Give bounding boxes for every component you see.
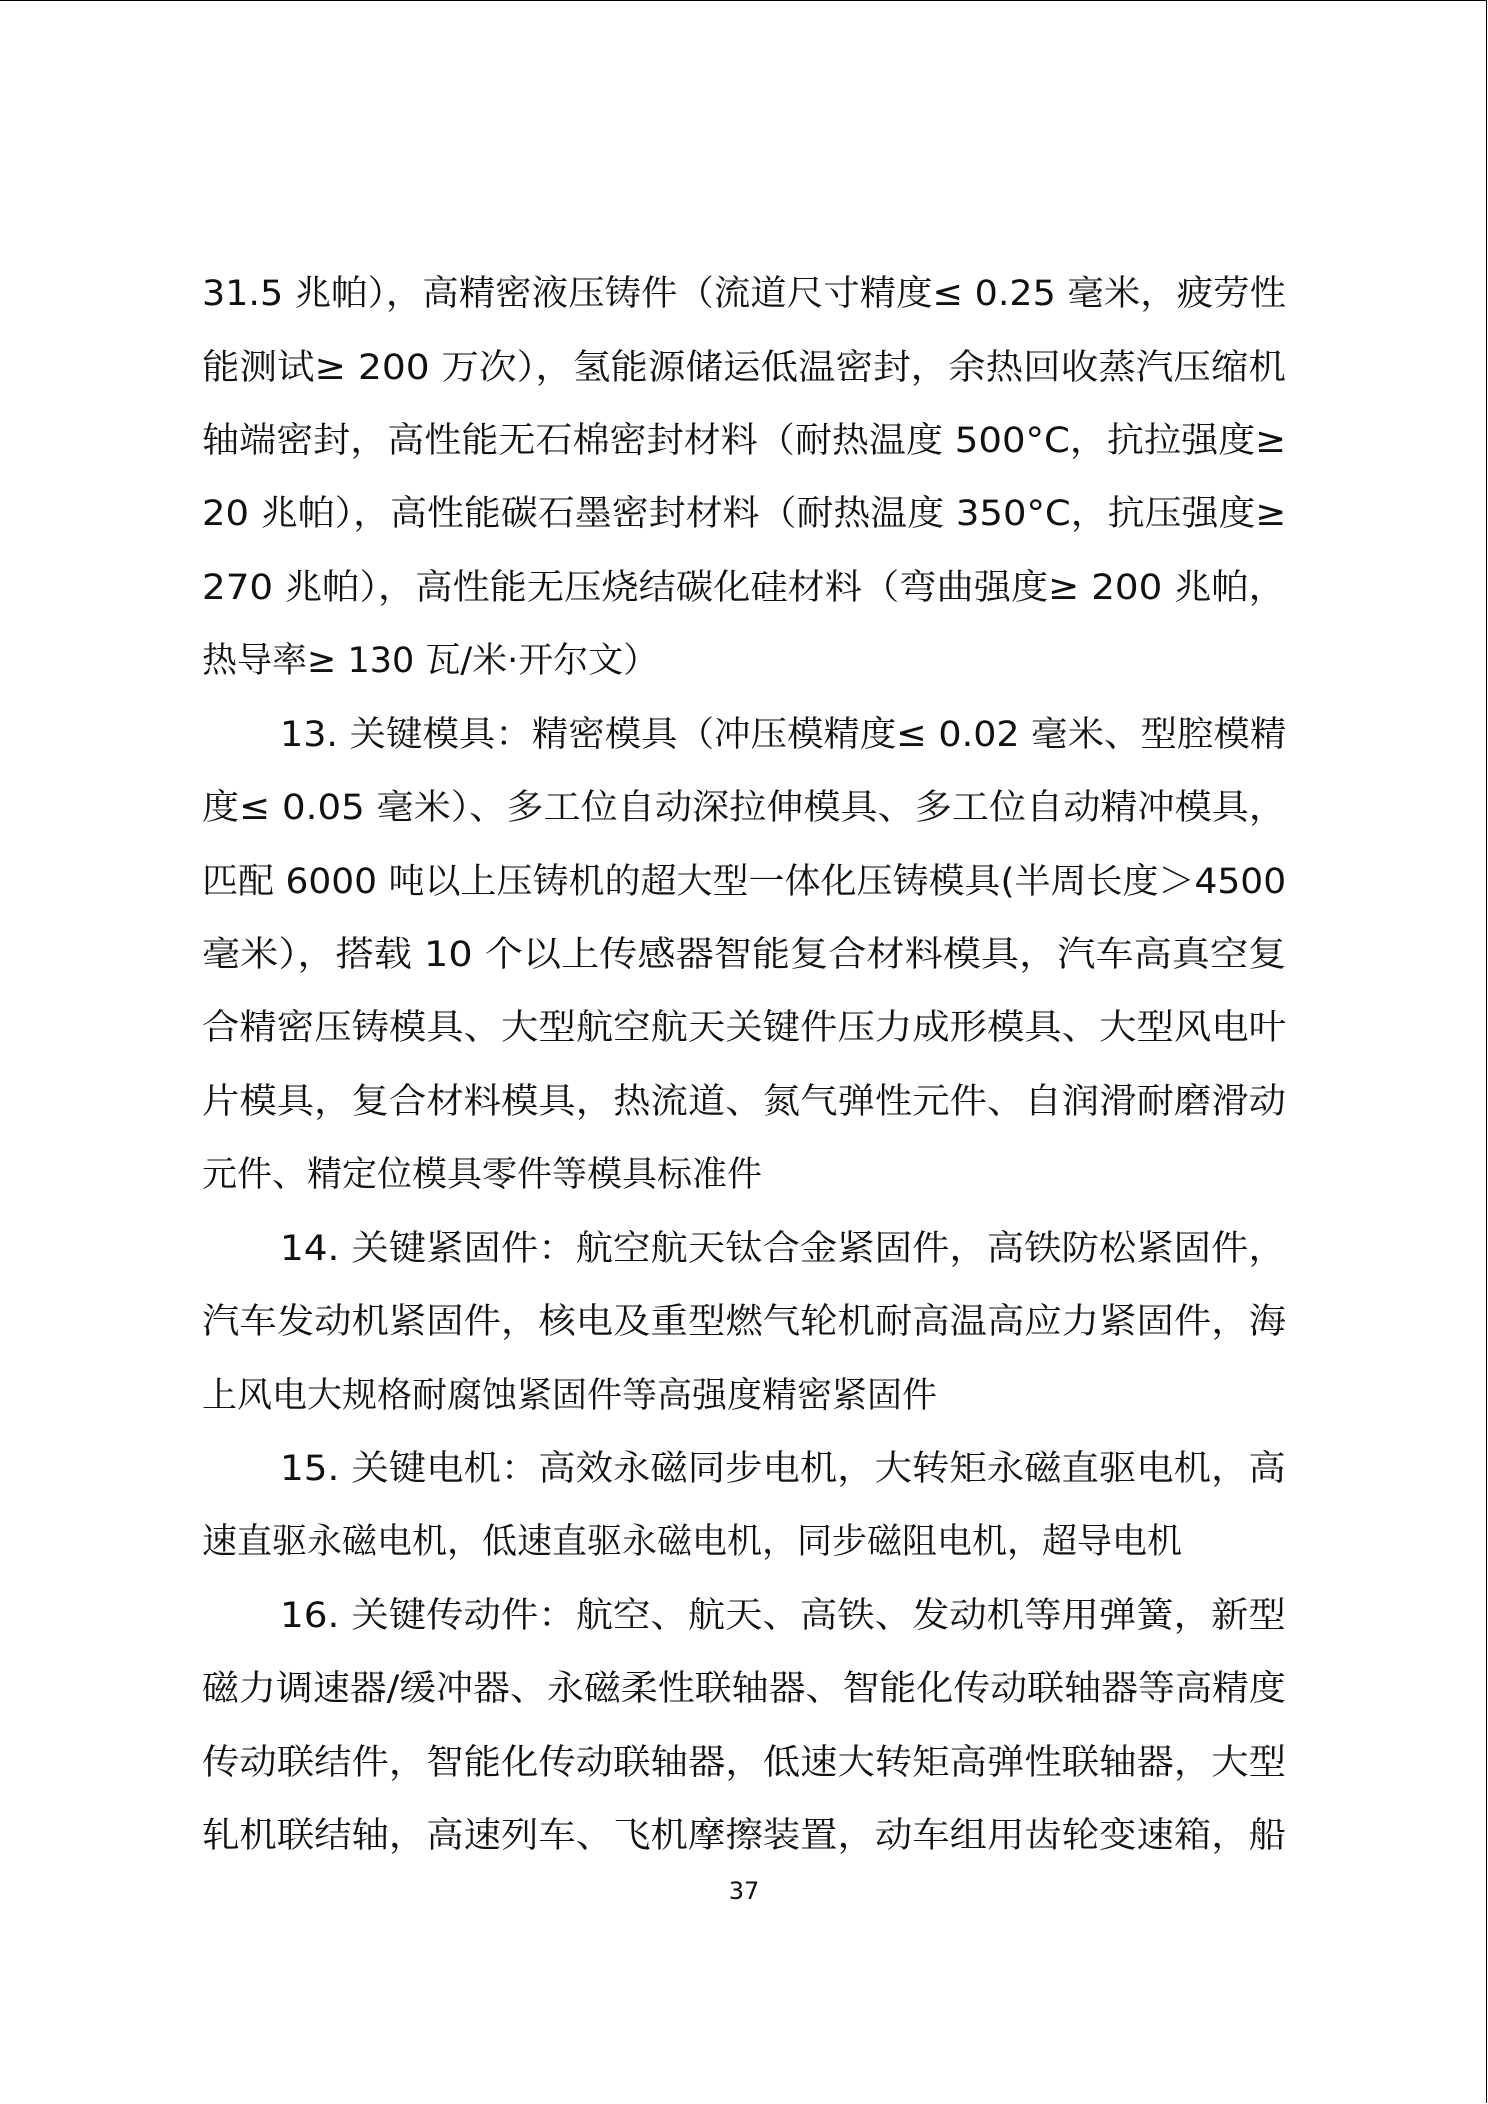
- text-line: 热导率≥ 130 瓦/米·开尔文）: [202, 641, 659, 681]
- text-line: 磁力调速器/缓冲器、永磁柔性联轴器、智能化传动联轴器等高精度: [202, 1669, 1286, 1709]
- text-line: 匹配 6000 吨以上压铸机的超大型一体化压铸模具(半周长度＞4500: [202, 862, 1287, 902]
- section-14-heading-line: 14. 关键紧固件：航空航天钛合金紧固件，高铁防松紧固件，: [280, 1229, 1286, 1269]
- text-line: 31.5 兆帕），高精密液压铸件（流道尺寸精度≤ 0.25 毫米，疲劳性: [202, 274, 1287, 314]
- text-line: 合精密压铸模具、大型航空航天关键件压力成形模具、大型风电叶: [202, 1008, 1287, 1048]
- text-line: 轧机联结轴，高速列车、飞机摩擦装置，动车组用齿轮变速箱，船: [202, 1816, 1287, 1856]
- text-line: 片模具，复合材料模具，热流道、氮气弹性元件、自润滑耐磨滑动: [202, 1082, 1287, 1122]
- text-line: 毫米），搭载 10 个以上传感器智能复合材料模具，汽车高真空复: [202, 935, 1287, 975]
- text-line: 汽车发动机紧固件，核电及重型燃气轮机耐高温高应力紧固件，海: [202, 1302, 1287, 1342]
- text-line: 度≤ 0.05 毫米）、多工位自动深拉伸模具、多工位自动精冲模具，: [202, 788, 1287, 828]
- section-15-heading-line: 15. 关键电机：高效永磁同步电机，大转矩永磁直驱电机，高: [280, 1449, 1286, 1489]
- section-16-heading-line: 16. 关键传动件：航空、航天、高铁、发动机等用弹簧，新型: [280, 1596, 1286, 1636]
- text-line: 上风电大规格耐腐蚀紧固件等高强度精密紧固件: [202, 1376, 938, 1416]
- text-line: 20 兆帕），高性能碳石墨密封材料（耐热温度 350°C，抗压强度≥: [202, 494, 1287, 534]
- text-line: 270 兆帕），高性能无压烧结碳化硅材料（弯曲强度≥ 200 兆帕，: [202, 568, 1286, 608]
- text-line: 速直驱永磁电机，低速直驱永磁电机，同步磁阻电机，超导电机: [202, 1522, 1183, 1562]
- text-line: 能测试≥ 200 万次），氢能源储运低温密封，余热回收蒸汽压缩机: [202, 348, 1286, 388]
- section-13-heading-line: 13. 关键模具：精密模具（冲压模精度≤ 0.02 毫米、型腔模精: [280, 715, 1287, 755]
- text-line: 轴端密封，高性能无石棉密封材料（耐热温度 500°C，抗拉强度≥: [202, 421, 1287, 461]
- text-line: 元件、精定位模具零件等模具标准件: [202, 1155, 763, 1195]
- page-number: 37: [728, 1877, 760, 1905]
- text-line: 传动联结件，智能化传动联轴器，低速大转矩高弹性联轴器，大型: [202, 1743, 1287, 1783]
